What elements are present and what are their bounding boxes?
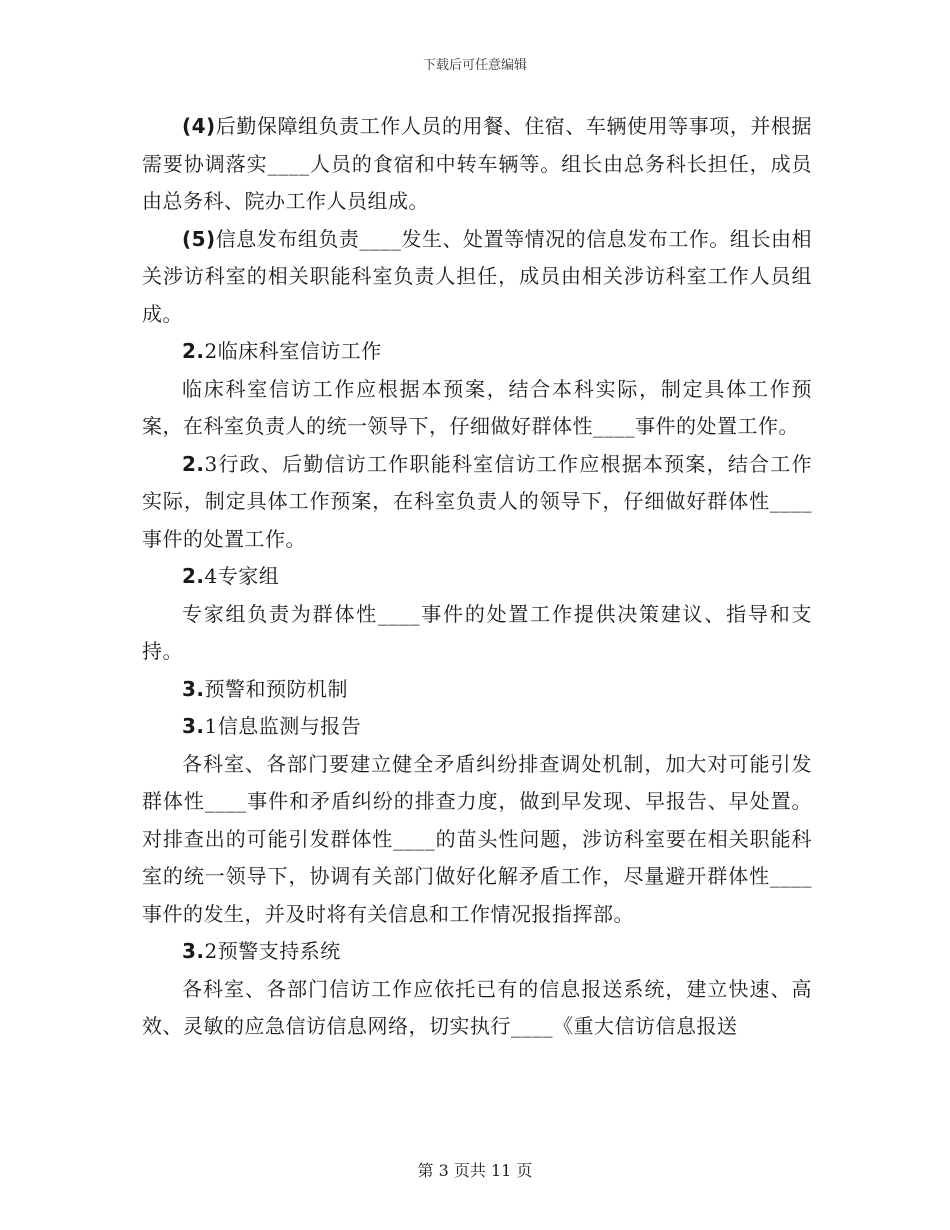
- paragraph-number: 2.: [182, 339, 205, 363]
- paragraph-text: 各科室、各部门要建立健全矛盾纠纷排查调处机制，加大对可能引发群体性____事件和矛盾纠纷的排查力度，做到早发现、早报告、早处置。对排查出的可能引发群体性____的苗头性问题，涉访科室要在相关职能科室的统一领导下，协调有关部门做好化解矛盾工作，尽量避开群体性____事件的发生，并及时将有关信息和工作情况报指挥部。: [142, 751, 812, 926]
- paragraph-text: 后勤保障组负责工作人员的用餐、住宿、车辆使用等事项，并根据需要协调落实____人员的食宿和中转车辆等。组长由总务科长担任，成员由总务科、院办工作人员组成。: [142, 114, 812, 213]
- paragraph-number: (4): [182, 114, 216, 138]
- paragraph-text: 预警和预防机制: [204, 676, 349, 701]
- paragraph: [142, 108, 812, 221]
- paragraph-number: 2.: [182, 451, 205, 476]
- paragraph-number: 3.: [182, 714, 205, 738]
- paragraph-text: 临床科室信访工作应根据本预案，结合本科实际，制定具体工作预案，在科室负责人的统一领导下，仔细做好群体性____事件的处置工作。: [142, 376, 812, 438]
- paragraph: [142, 596, 812, 671]
- paragraph: [142, 746, 812, 934]
- paragraph-text: 3行政、后勤信访工作职能科室信访工作应根据本预案，结合工作实际，制定具体工作预案，在科室负责人的领导下，仔细做好群体性____事件的处置工作。: [142, 451, 812, 551]
- paragraph-number: 3.: [182, 676, 205, 701]
- section-heading: [142, 333, 812, 371]
- paragraph-text: 信息发布组负责____发生、处置等情况的信息发布工作。组长由相关涉访科室的相关职能科室负责人担任，成员由相关涉访科室工作人员组成。: [142, 226, 812, 326]
- section-heading: [142, 671, 812, 709]
- page-header: 下载后可任意编辑: [422, 58, 527, 73]
- paragraph: [142, 446, 812, 559]
- section-heading: [142, 558, 812, 596]
- paragraph-text: 各科室、各部门信访工作应依托已有的信息报送系统，建立快速、高效、灵敏的应急信访信息网络，切实执行____《重大信访信息报送: [142, 976, 812, 1038]
- paragraph-text: 2预警支持系统: [204, 939, 341, 963]
- paragraph: [142, 221, 812, 334]
- section-heading: [142, 933, 812, 971]
- paragraph-text: 4专家组: [204, 564, 280, 588]
- section-heading: [142, 708, 812, 746]
- page-footer: 第 3 页共 11 页: [417, 1161, 533, 1180]
- paragraph-text: 1信息监测与报告: [204, 714, 362, 738]
- paragraph-number: 2.: [182, 564, 205, 588]
- paragraph-text: 2临床科室信访工作: [204, 339, 382, 363]
- document-body: [142, 108, 812, 1046]
- paragraph-number: (5): [182, 226, 216, 251]
- paragraph: [142, 371, 812, 446]
- paragraph: [142, 971, 812, 1046]
- paragraph-text: 专家组负责为群体性____事件的处置工作提供决策建议、指导和支持。: [142, 601, 812, 663]
- paragraph-number: 3.: [182, 939, 205, 963]
